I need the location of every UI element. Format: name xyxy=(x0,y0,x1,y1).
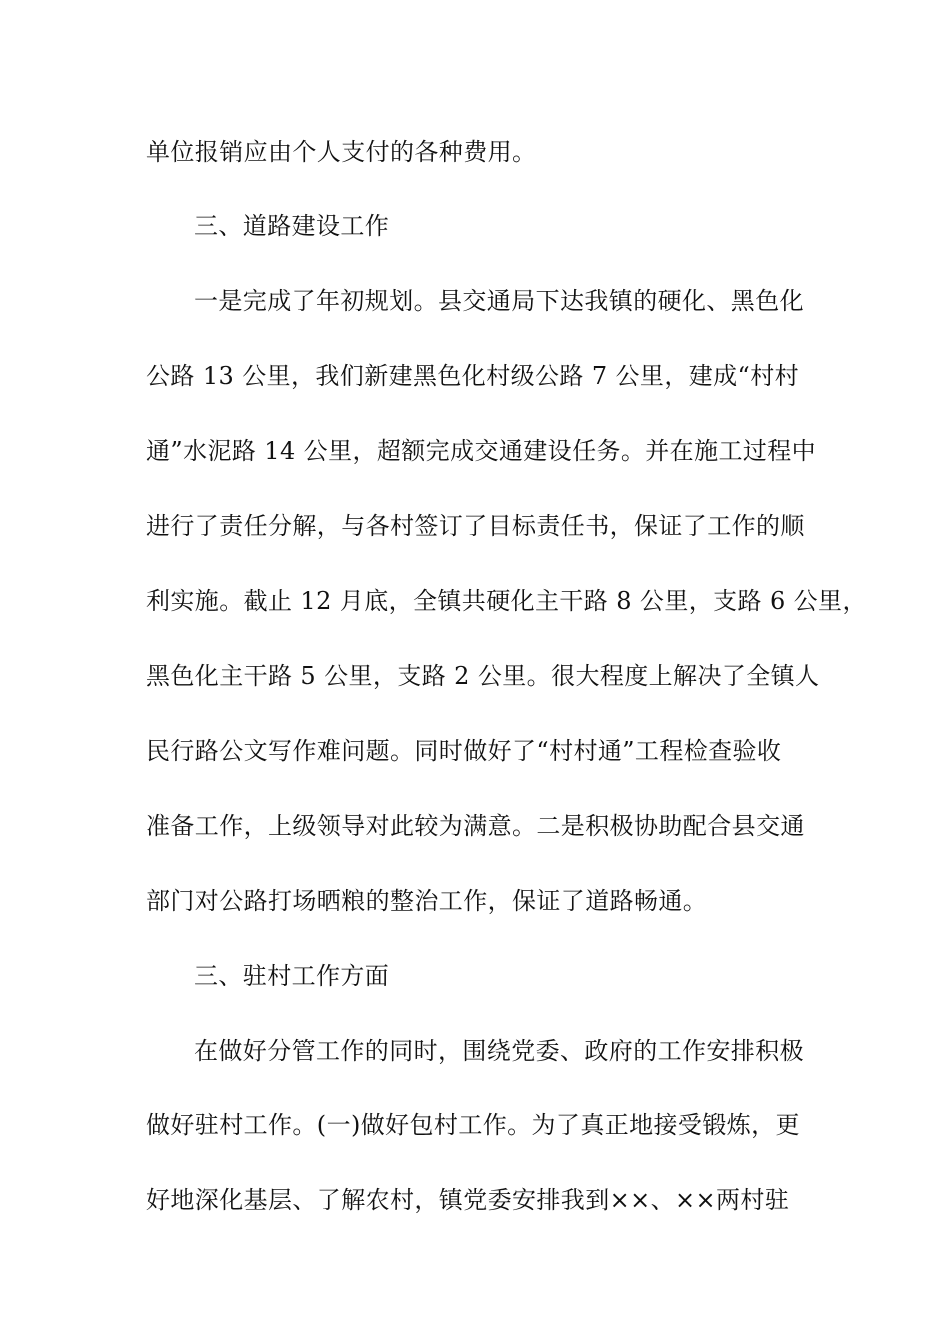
text-line: 一是完成了年初规划。县交通局下达我镇的硬化、黑色化 xyxy=(194,287,804,315)
text-line: 部门对公路打场晒粮的整治工作，保证了道路畅通。 xyxy=(146,887,708,915)
text-line: 利实施。截止 12 月底，全镇共硬化主干路 8 公里，支路 6 公里， xyxy=(146,587,867,615)
text-line: 做好驻村工作。(一)做好包村工作。为了真正地接受锻炼，更 xyxy=(146,1111,800,1139)
text-line: 准备工作，上级领导对此较为满意。二是积极协助配合县交通 xyxy=(146,812,805,840)
text-line: 好地深化基层、了解农村，镇党委安排我到××、××两村驻 xyxy=(146,1186,790,1214)
section-heading: 三、驻村工作方面 xyxy=(194,962,390,990)
text-line: 单位报销应由个人支付的各种费用。 xyxy=(146,138,537,166)
text-line: 黑色化主干路 5 公里，支路 2 公里。很大程度上解决了全镇人 xyxy=(146,662,820,690)
section-heading: 三、道路建设工作 xyxy=(194,212,390,240)
text-line: 公路 13 公里，我们新建黑色化村级公路 7 公里，建成“村村 xyxy=(146,362,799,390)
text-line: 进行了责任分解，与各村签订了目标责任书，保证了工作的顺 xyxy=(146,512,805,540)
text-line: 通”水泥路 14 公里，超额完成交通建设任务。并在施工过程中 xyxy=(146,437,817,465)
text-line: 民行路公文写作难问题。同时做好了“村村通”工程检查验收 xyxy=(146,737,782,765)
text-line: 在做好分管工作的同时，围绕党委、政府的工作安排积极 xyxy=(194,1037,804,1065)
